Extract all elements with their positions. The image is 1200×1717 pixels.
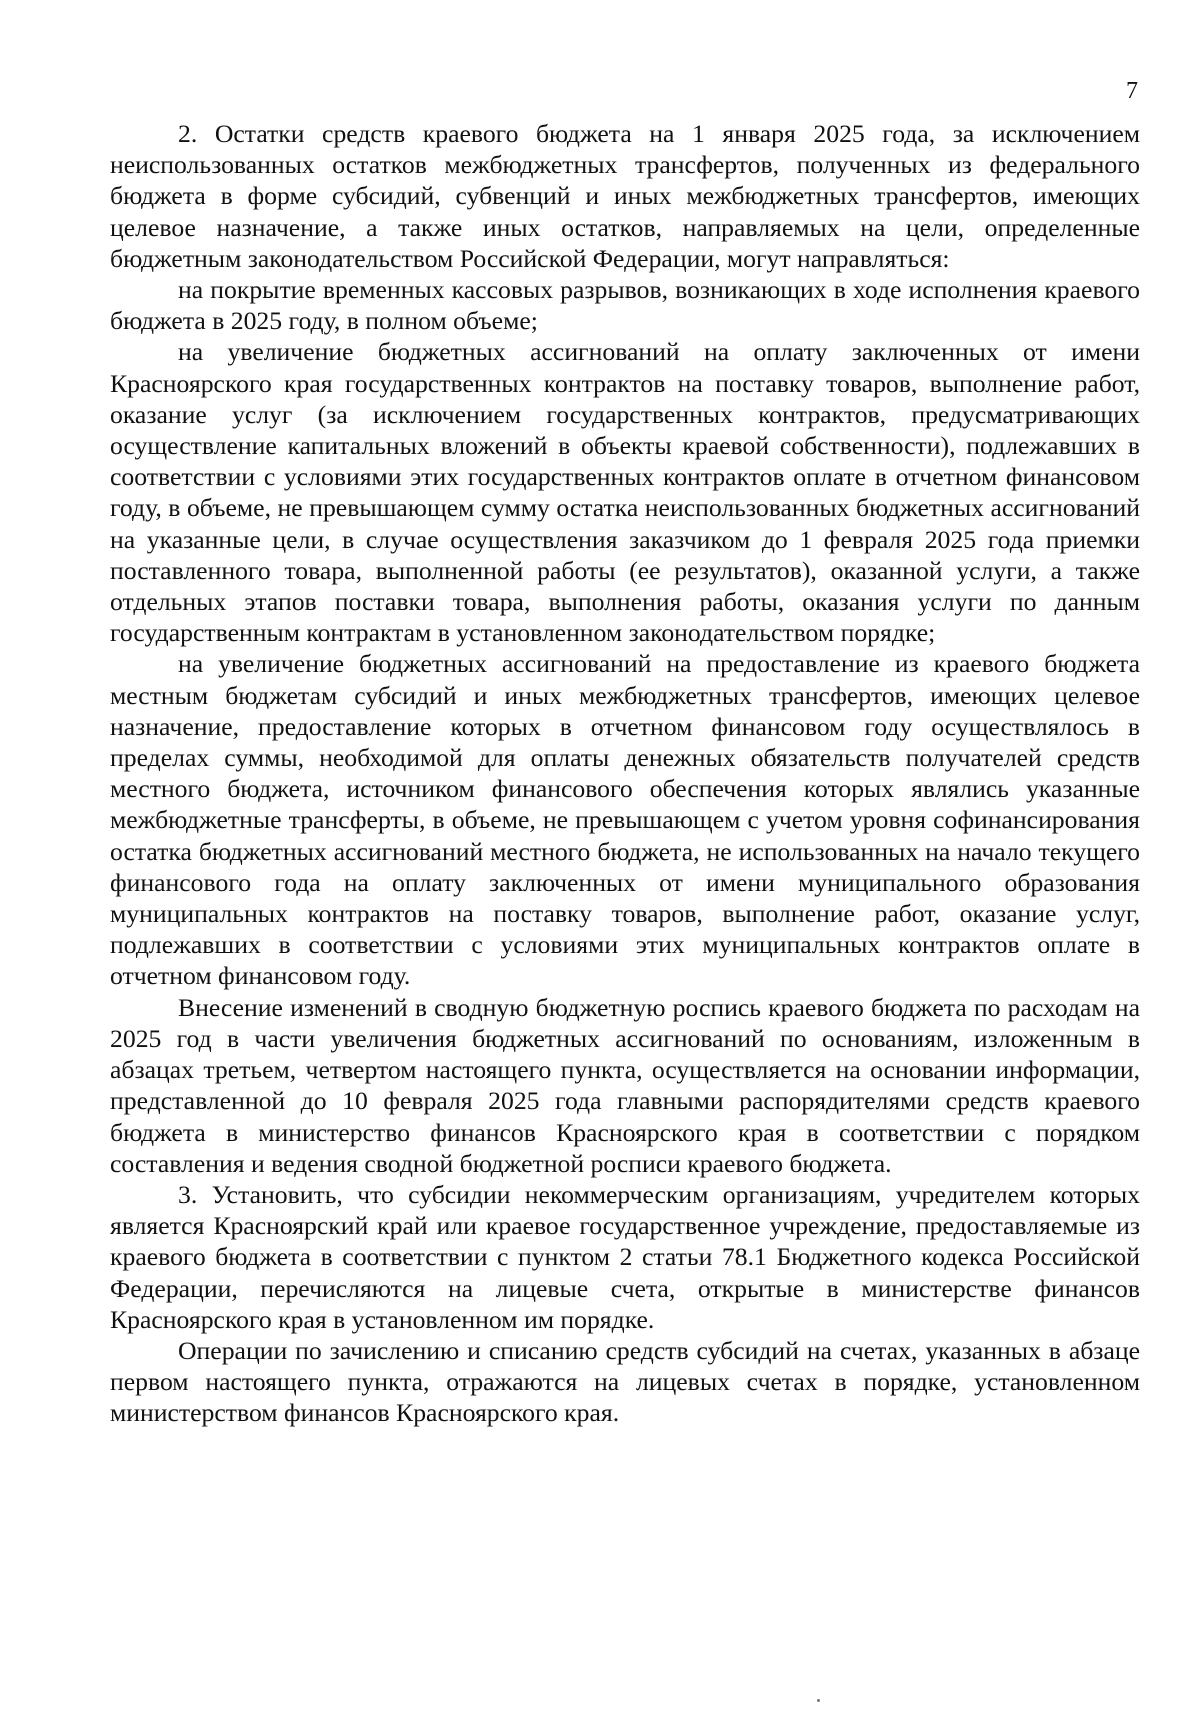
paragraph-state-contracts: на увеличение бюджетных ассигнований на оплату заключенных от имени Красноярского края государственных контрактов на поставку товаров, выполнение работ, оказание услуг (за исключением государственных контрактов, предусматривающих осуществление капитальных вложений в объекты краевой собственности), подлежавших в соответствии с условиями этих государственных контрактов оплате в отчетном финансовом году, в объеме, не превышающем сумму остатка неиспользованных бюджетных ассигнований на указанные цели, в случае осуществления заказчиком до 1 февраля 2025 года приемки поставленного товара, выполненной работы (ее результатов), оказанной услуги, а также отдельных этапов поставки товара, выполнения работы, оказания услуги по данным государственным контрактам в установленном законодательством порядке; <box>110 337 1140 648</box>
page-number: 7 <box>1126 78 1138 104</box>
paragraph-subsidy-operations: Операции по зачислению и списанию средств субсидий на счетах, указанных в абзаце первом настоящего пункта, отражаются на лицевых счетах в порядке, установленном министерством финансов Красноярского края. <box>110 1335 1140 1428</box>
paragraph-item-3-subsidies: 3. Установить, что субсидии некоммерческим организациям, учредителем которых является Красноярский край или краевое государственное учреждение, предоставляемые из краевого бюджета в соответствии с пунктом 2 статьи 78.1 Бюджетного кодекса Российской Федерации, перечисляются на лицевые счета, открытые в министерстве финансов Красноярского края в установленном им порядке. <box>110 1179 1140 1334</box>
scan-speck <box>817 1699 820 1702</box>
document-body <box>110 118 1140 1429</box>
paragraph-budget-schedule-changes: Внесение изменений в сводную бюджетную роспись краевого бюджета по расходам на 2025 год в части увеличения бюджетных ассигнований по основаниям, изложенным в абзацах третьем, четвертом настоящего пункта, осуществляется на основании информации, представленной до 10 февраля 2025 года главными распорядителями средств краевого бюджета в министерство финансов Красноярского края в соответствии с порядком составления и ведения сводной бюджетной росписи краевого бюджета. <box>110 992 1140 1178</box>
paragraph-cash-gaps: на покрытие временных кассовых разрывов, возникающих в ходе исполнения краевого бюджета в 2025 году, в полном объеме; <box>110 275 1140 336</box>
paragraph-local-budgets: на увеличение бюджетных ассигнований на предоставление из краевого бюджета местным бюджетам субсидий и иных межбюджетных трансфертов, имеющих целевое назначение, предоставление которых в отчетном финансовом году осуществлялось в пределах суммы, необходимой для оплаты денежных обязательств получателей средств местного бюджета, источником финансового обеспечения которых являлись указанные межбюджетные трансферты, в объеме, не превышающем с учетом уровня софинансирования остатка бюджетных ассигнований местного бюджета, не использованных на начало текущего финансового года на оплату заключенных от имени муниципального образования муниципальных контрактов на поставку товаров, выполнение работ, оказание услуг, подлежавших в соответствии с условиями этих муниципальных контрактов оплате в отчетном финансовом году. <box>110 649 1140 991</box>
paragraph-item-2-intro: 2. Остатки средств краевого бюджета на 1 января 2025 года, за исключением неиспользованных остатков межбюджетных трансфертов, полученных из федерального бюджета в форме субсидий, субвенций и иных межбюджетных трансфертов, имеющих целевое назначение, а также иных остатков, направляемых на цели, определенные бюджетным законодательством Российской Федерации, могут направляться: <box>110 119 1140 273</box>
